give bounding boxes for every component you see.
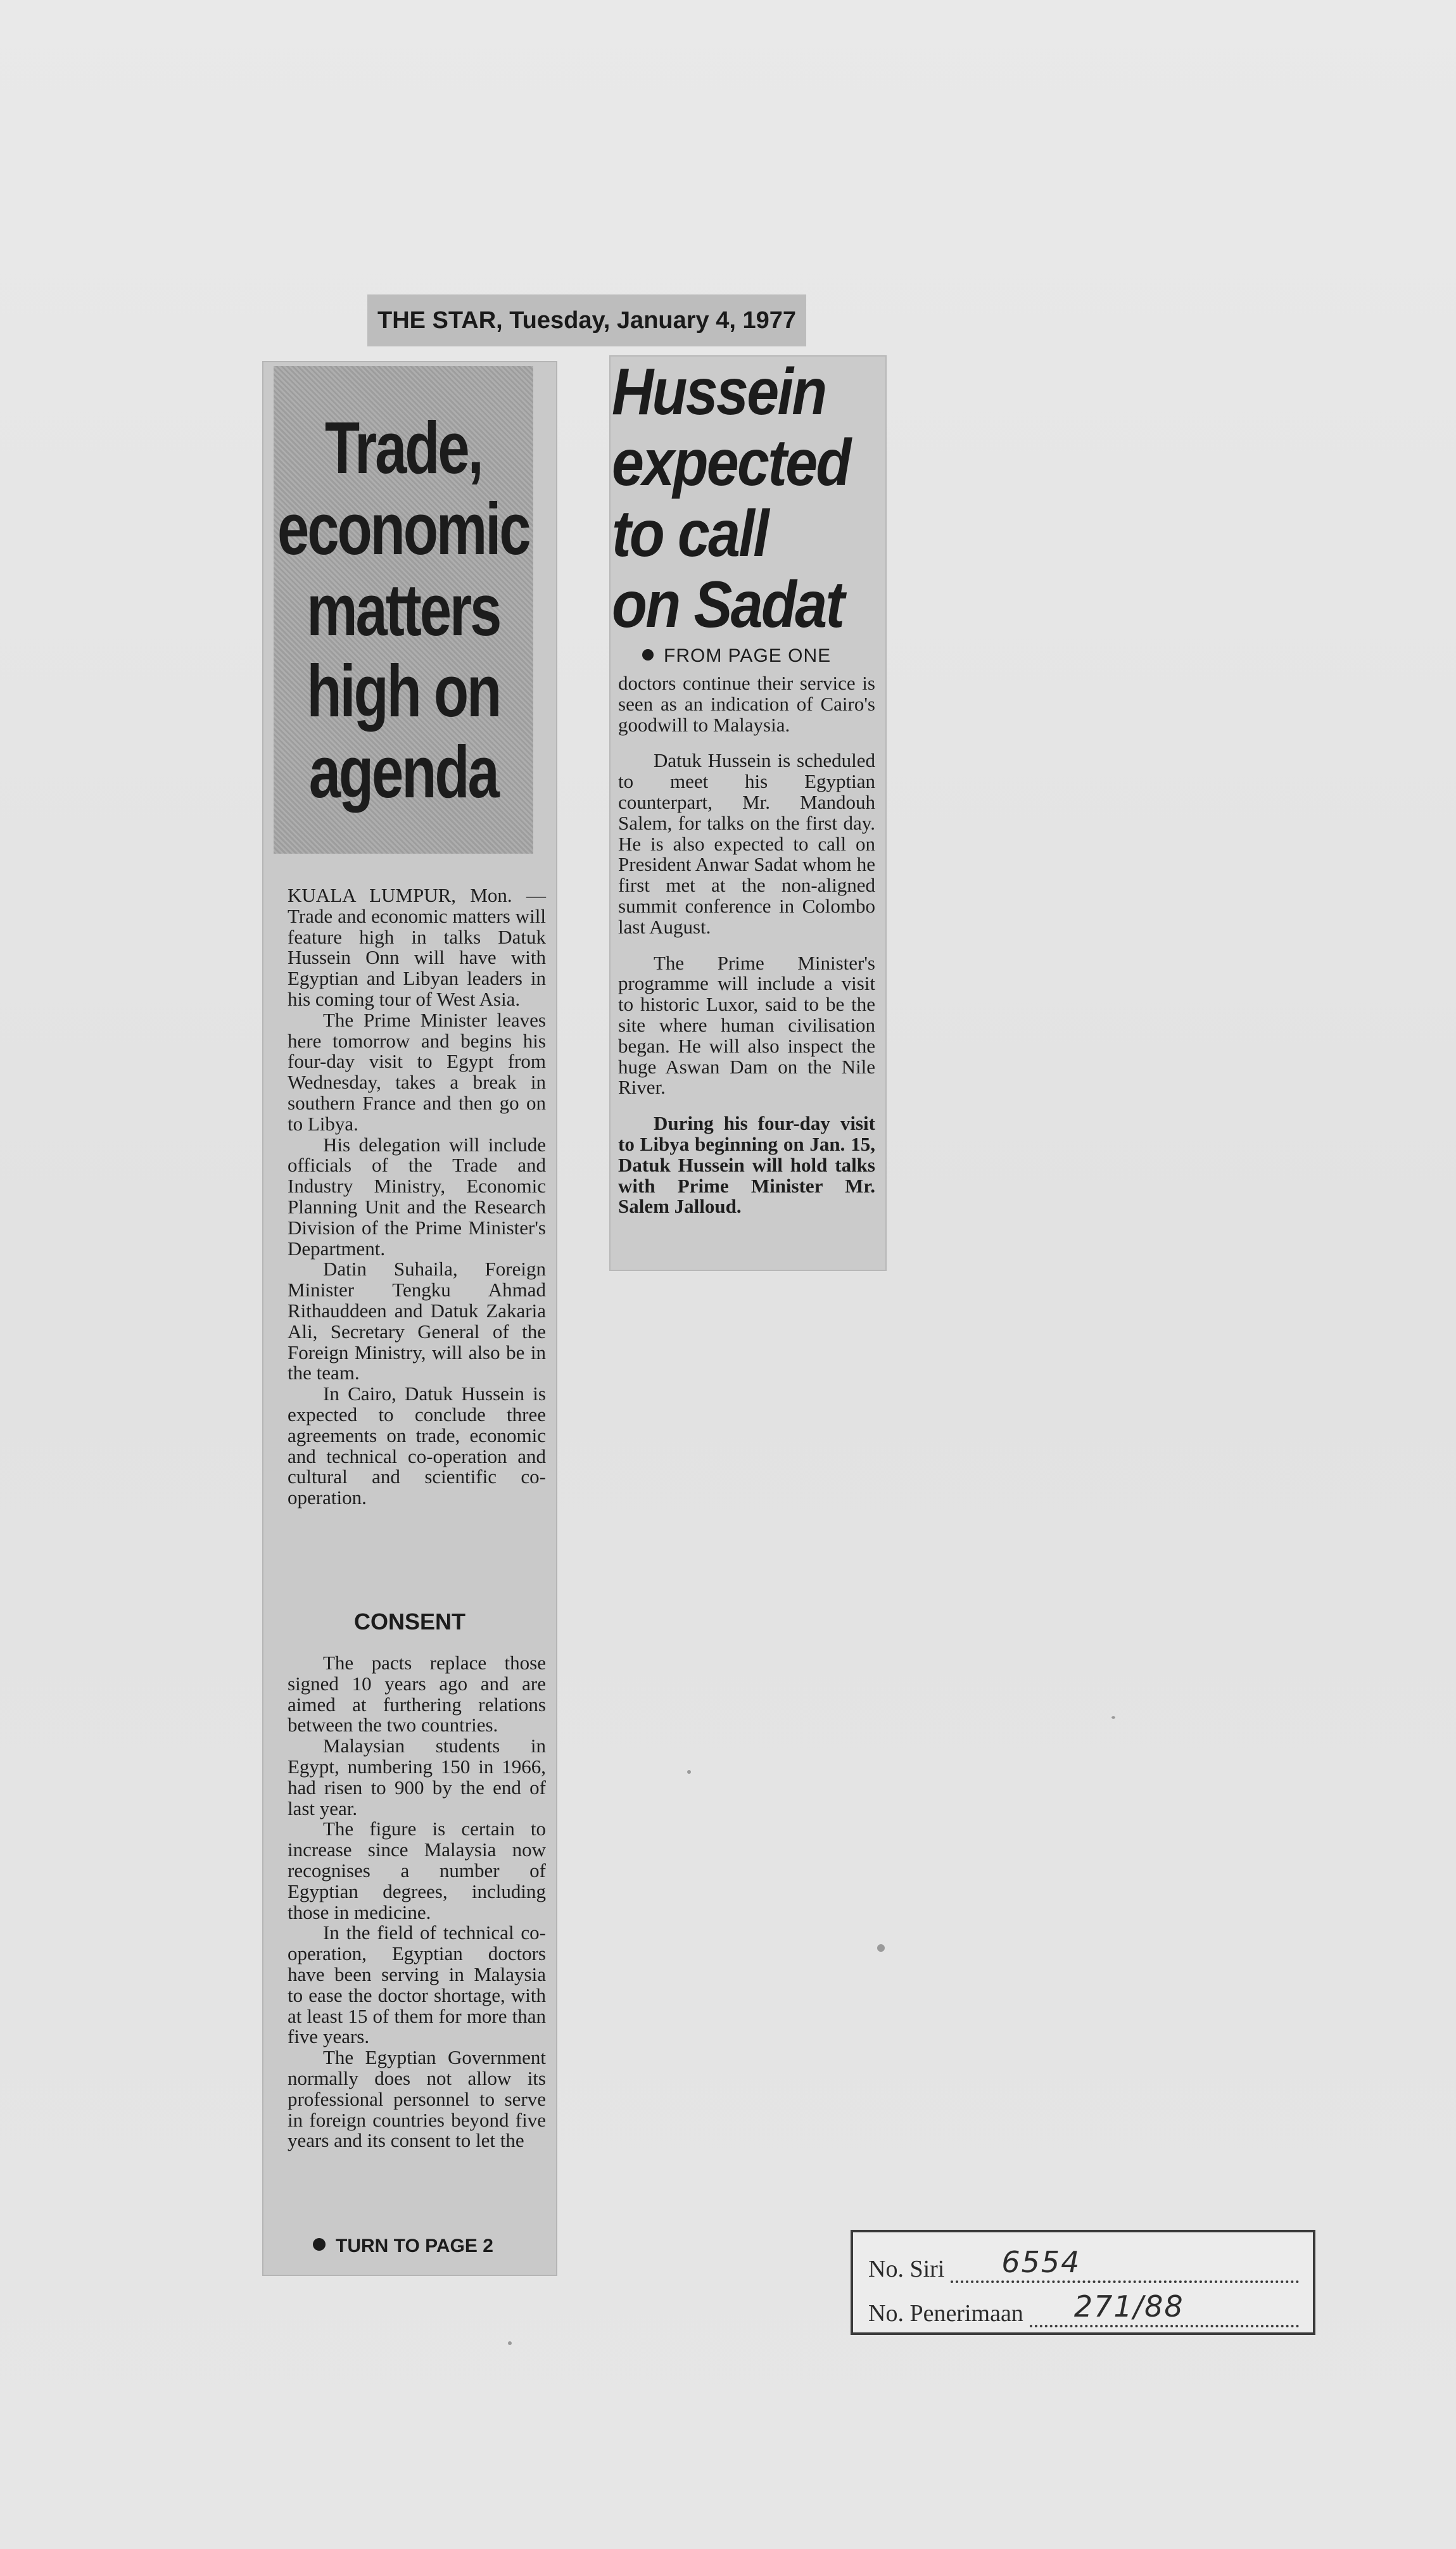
left-paragraph: Malaysian students in Egypt, numbering 150 in 1966, had risen to 900 by the end of last year. — [288, 1735, 546, 1819]
right-headline: Hussein expected to call on Sadat — [612, 355, 850, 642]
left-paragraph: His delegation will include officials of the Trade and Industry Ministry, Economic Planning Unit and the Research Division of the Prime Minister's Department. — [288, 1133, 546, 1260]
from-page-label: FROM PAGE ONE — [664, 645, 832, 666]
penerimaan-label: No. Penerimaan — [868, 2300, 1023, 2327]
left-article-body-continued — [288, 1653, 546, 2151]
left-headline-box — [274, 366, 533, 854]
bullet-icon — [642, 649, 654, 661]
paper-speck — [687, 1770, 691, 1774]
left-headline: Trade, economic matters high on agenda — [277, 407, 529, 813]
siri-dotted-line — [951, 2245, 1299, 2283]
left-article-clipping — [263, 362, 556, 2275]
right-paragraph: During his four-day visit to Libya beginning on Jan. 15, Datuk Hussein will hold talks with Prime Minister Mr. Salem Jalloud. — [618, 1112, 875, 1218]
right-article-clipping — [611, 357, 885, 1270]
left-subhead: CONSENT — [353, 1609, 465, 1635]
right-paragraph: doctors continue their service is seen as an indication of Cairo's goodwill to Malaysia. — [618, 672, 875, 736]
penerimaan-row — [868, 2289, 1299, 2327]
siri-label: No. Siri — [868, 2256, 945, 2282]
left-paragraph: In Cairo, Datuk Hussein is expected to conclude three agreements on trade, economic and technical co-operation and cultural and scientific co-operation. — [288, 1382, 546, 1509]
left-paragraph: In the field of technical co-operation, Egyptian doctors have been serving in Malaysia to ease the doctor shortage, with at least 15 of them for more than five years. — [288, 1921, 546, 2048]
penerimaan-dotted-line — [1030, 2289, 1299, 2327]
left-paragraph: The figure is certain to increase since Malaysia now recognises a number of Egyptian degrees, including those in medicine. — [288, 1818, 546, 1923]
left-paragraph: KUALA LUMPUR, Mon. — Trade and economic matters will feature high in talks Datuk Hussein Onn will have with Egyptian and Libyan leaders in his coming tour of West Asia. — [288, 884, 546, 1010]
left-paragraph: The pacts replace those signed 10 years ago and are aimed at furthering relations between the two countries. — [288, 1652, 546, 1736]
left-paragraph: The Egyptian Government normally does not allow its professional personnel to serve in foreign countries beyond five years and its consent to let the — [288, 2046, 546, 2152]
right-paragraph: Datuk Hussein is scheduled to meet his Egyptian counterpart, Mr. Mandouh Salem, for talks on the first day. He is also expected to call on President Anwar Sadat whom he first met at the non-aligned summit conference in Colombo last August. — [618, 749, 875, 938]
bullet-icon — [313, 2238, 326, 2251]
penerimaan-handwritten-value: 271/88 — [1073, 2289, 1184, 2324]
siri-row — [868, 2245, 1299, 2283]
siri-handwritten-value: 6554 — [1001, 2245, 1081, 2279]
newspaper-dateline: THE STAR, Tuesday, January 4, 1977 — [367, 294, 806, 346]
right-article-body — [618, 673, 875, 1232]
register-stamp — [851, 2230, 1315, 2335]
turn-to-page-label: TURN TO PAGE 2 — [336, 2236, 493, 2256]
paper-speck — [508, 2341, 512, 2345]
left-paragraph: The Prime Minister leaves here tomorrow and begins his four-day visit to Egypt from Wednesday, takes a break in southern France and then go on to Libya. — [288, 1008, 546, 1135]
right-paragraph: The Prime Minister's programme will include a visit to historic Luxor, said to be the site where human civilisation began. He will also inspect the huge Aswan Dam on the Nile River. — [618, 951, 875, 1099]
paper-speck — [1111, 1716, 1115, 1719]
turn-to-page-note — [313, 2236, 493, 2257]
from-page-note — [642, 645, 831, 667]
paper-speck — [877, 1944, 885, 1952]
left-article-body — [288, 885, 546, 1509]
left-paragraph: Datin Suhaila, Foreign Minister Tengku Ahmad Rithauddeen and Datuk Zakaria Ali, Secretary General of the Foreign Ministry, will also be in the team. — [288, 1258, 546, 1384]
